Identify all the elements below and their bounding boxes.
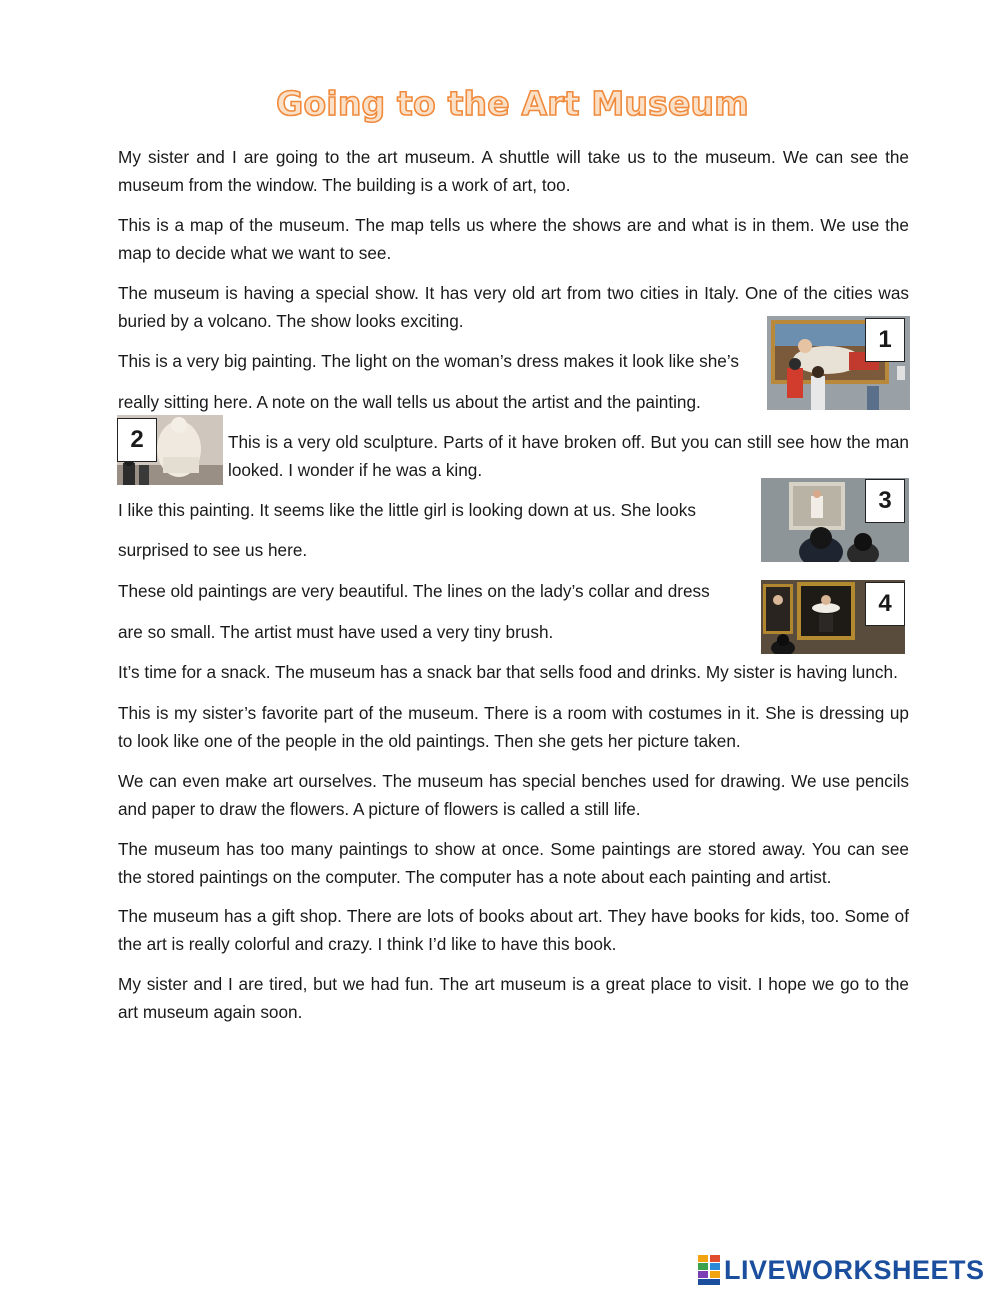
paragraph-big-painting-line-1: This is a very big painting. The light on the woman’s dress makes it look like she’s xyxy=(118,351,739,371)
paragraph-costumes: This is my sister’s favorite part of the museum. There is a room with costumes in it. She is dressing up to look like one of the people in the old paintings. Then she gets her picture taken. xyxy=(118,703,909,751)
label-2: 2 xyxy=(117,418,157,462)
paragraph-old-paintings-line-2: are so small. The artist must have used a very tiny brush. xyxy=(118,622,554,642)
paragraph-special-show: The museum is having a special show. It has very old art from two cities in Italy. One of the cities was buried by a volcano. The show looks exciting. xyxy=(118,283,909,331)
paragraph-make-art: We can even make art ourselves. The museum has special benches used for drawing. We use pencils and paper to draw the flowers. A picture of flowers is called a still life. xyxy=(118,771,909,819)
liveworksheets-logo-text: LIVEWORKSHEETS xyxy=(724,1254,985,1285)
paragraph-old-paintings-line-1: These old paintings are very beautiful. The lines on the lady’s collar and dress xyxy=(118,581,710,601)
paragraph-sculpture: This is a very old sculpture. Parts of it have broken off. But you can still see how the man looked. I wonder if he was a king. xyxy=(228,432,909,480)
label-3: 3 xyxy=(865,479,905,523)
paragraph-shuttle: My sister and I are going to the art museum. A shuttle will take us to the museum. We can see the museum from the window. The building is a work of art, too. xyxy=(118,147,909,195)
paragraph-big-painting-line-2: really sitting here. A note on the wall tells us about the artist and the painting. xyxy=(118,392,701,412)
paragraph-snack: It’s time for a snack. The museum has a snack bar that sells food and drinks. My sister is having lunch. xyxy=(118,662,898,682)
paragraph-tired: My sister and I are tired, but we had fun. The art museum is a great place to visit. I hope we go to the art museum again soon. xyxy=(118,974,909,1022)
label-1: 1 xyxy=(865,318,905,362)
label-4: 4 xyxy=(865,582,905,626)
paragraph-map: This is a map of the museum. The map tells us where the shows are and what is in them. We use the map to decide what we want to see. xyxy=(118,215,909,263)
paragraph-gift-shop: The museum has a gift shop. There are lots of books about art. They have books for kids, too. Some of the art is really colorful and crazy. I think I’d like to have this book. xyxy=(118,906,909,954)
paragraph-stored-paintings: The museum has too many paintings to show at once. Some paintings are stored away. You can see the stored paintings on the computer. The computer has a note about each painting and artist. xyxy=(118,839,909,887)
paragraph-little-girl-line-1: I like this painting. It seems like the little girl is looking down at us. She looks xyxy=(118,500,696,520)
paragraph-little-girl-line-2: surprised to see us here. xyxy=(118,540,308,560)
liveworksheets-logo-icon xyxy=(698,1255,720,1285)
liveworksheets-logo xyxy=(698,1253,985,1287)
page-title: Going to the Art Museum xyxy=(276,84,749,123)
